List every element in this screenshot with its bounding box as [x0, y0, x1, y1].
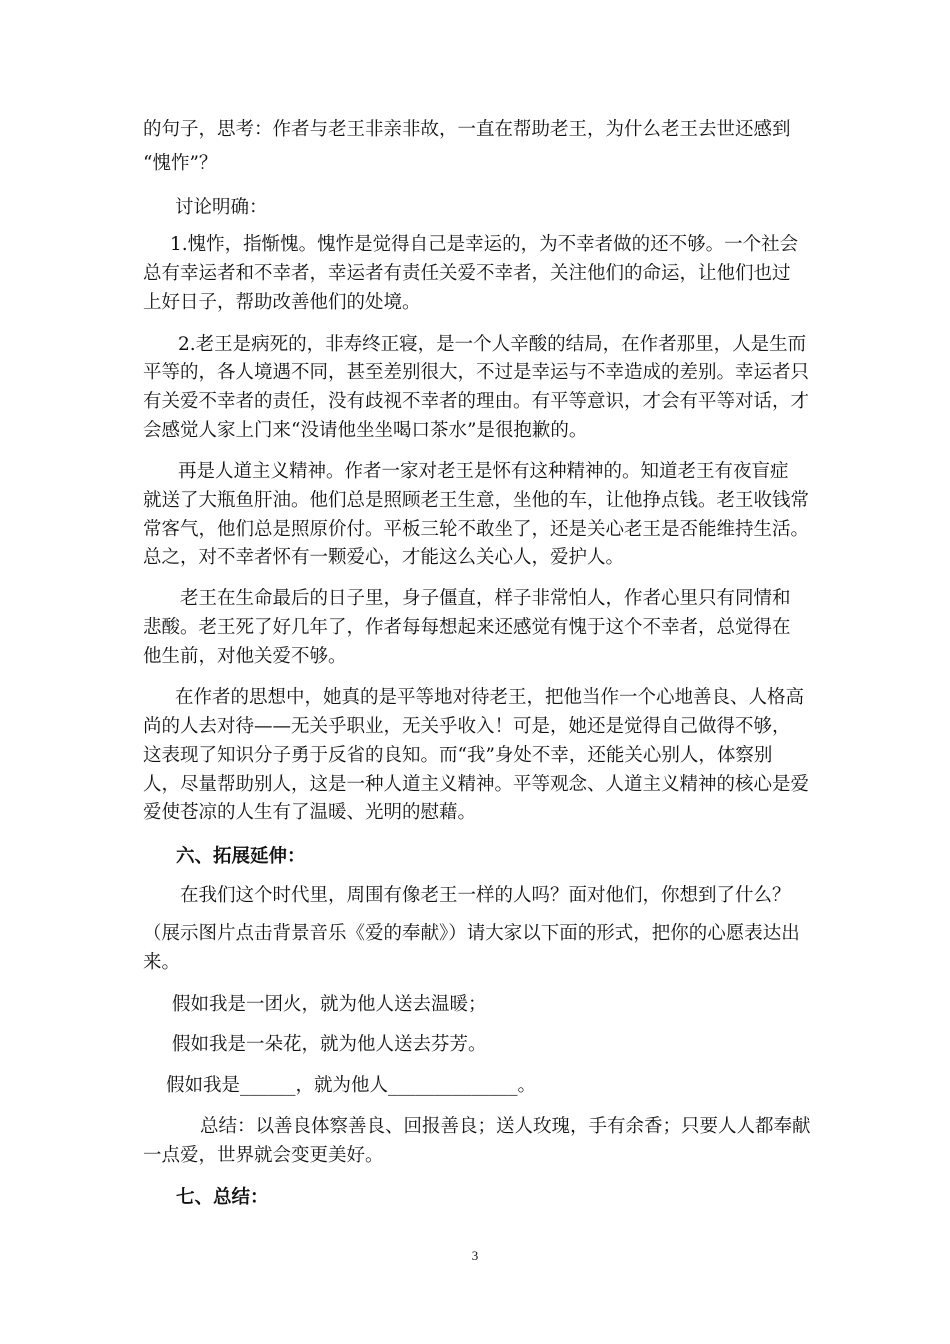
page-number: 3 — [471, 1248, 479, 1263]
example-fire: 假如我是一团火，就为他人送去温暖； — [172, 994, 487, 1015]
point-2-line-1: 2.老王是病死的，非寿终正寝，是一个人辛酸的结局，在作者那里，人是生而 — [178, 334, 807, 355]
point-1-line-2: 总有幸运者和不幸者，幸运者有责任关爱不幸者，关注他们的命运，让他们也过 — [143, 263, 791, 284]
last-days-line-1: 老王在生命最后的日子里，身子僵直，样子非常怕人，作者心里只有同情和 — [180, 588, 791, 609]
equality-line-5: 爱使苍凉的人生有了温暖、光明的慰藉。 — [143, 802, 477, 823]
humanism-line-1: 再是人道主义精神。作者一家对老王是怀有这种精神的。知道老王有夜盲症 — [178, 461, 789, 482]
last-days-line-2: 悲酸。老王死了好几年了，作者每每想起来还感觉有愧于这个不幸者，总觉得在 — [143, 617, 791, 638]
discussion-label: 讨论明确： — [175, 197, 268, 218]
activity-line-2: 来。 — [143, 952, 181, 973]
point-1-line-3: 上好日子，帮助改善他们的处境。 — [143, 292, 421, 313]
section-heading-summary: 七、总结： — [176, 1187, 269, 1208]
equality-line-3: 这表现了知识分子勇于反省的良知。而“我”身处不幸，还能关心别人，体察别 — [143, 745, 773, 766]
last-days-line-3: 他生前，对他关爱不够。 — [143, 646, 347, 667]
section-heading-extension: 六、拓展延伸： — [176, 846, 306, 867]
humanism-line-2: 就送了大瓶鱼肝油。他们总是照顾老王生意，坐他的车，让他挣点钱。老王收钱常 — [143, 490, 810, 511]
summary-line-2: 一点爱，世界就会变更美好。 — [143, 1145, 384, 1166]
humanism-line-3: 常客气，他们总是照原价付。平板三轮不敢坐了，还是关心老王是否能维持生活。 — [143, 519, 810, 540]
point-2-line-2: 平等的，各人境遇不同，甚至差别很大，不过是幸运与不幸造成的差别。幸运者只 — [143, 362, 810, 383]
point-2-line-3: 有关爱不幸者的责任，没有歧视不幸者的理由。有平等意识，才会有平等对话，才 — [143, 391, 810, 412]
equality-line-4: 人，尽量帮助别人，这是一种人道主义精神。平等观念、人道主义精神的核心是爱 — [143, 774, 810, 795]
humanism-line-4: 总之，对不幸者怀有一颗爱心，才能这么关心人，爱护人。 — [143, 547, 625, 568]
summary-line-1: 总结：以善良体察善良、回报善良；送人玫瑰，手有余香；只要人人都奉献 — [200, 1116, 811, 1137]
fill-blank-line: 假如我是______，就为他人______________。 — [166, 1075, 537, 1096]
intro-line-2: “愧怍”？ — [143, 153, 218, 174]
activity-line-1: （展示图片点击背景音乐《爱的奉献》）请大家以下面的形式，把你的心愿表达出 — [143, 923, 800, 944]
intro-line-1: 的句子，思考：作者与老王非亲非故，一直在帮助老王，为什么老王去世还感到 — [143, 119, 791, 140]
point-1-line-1: 1.愧怍，指惭愧。愧怍是觉得自己是幸运的，为不幸者做的还不够。一个社会 — [170, 234, 799, 255]
example-flower: 假如我是一朵花，就为他人送去芬芳。 — [172, 1034, 487, 1055]
question-line: 在我们这个时代里，周围有像老王一样的人吗？面对他们，你想到了什么？ — [180, 885, 791, 906]
equality-line-1: 在作者的思想中，她真的是平等地对待老王，把他当作一个心地善良、人格高 — [175, 687, 805, 708]
equality-line-2: 尚的人去对待——无关乎职业，无关乎收入！可是，她还是觉得自己做得不够， — [143, 716, 791, 737]
point-2-line-4: 会感觉人家上门来“没请他坐坐喝口茶水”是很抱歉的。 — [143, 420, 588, 441]
